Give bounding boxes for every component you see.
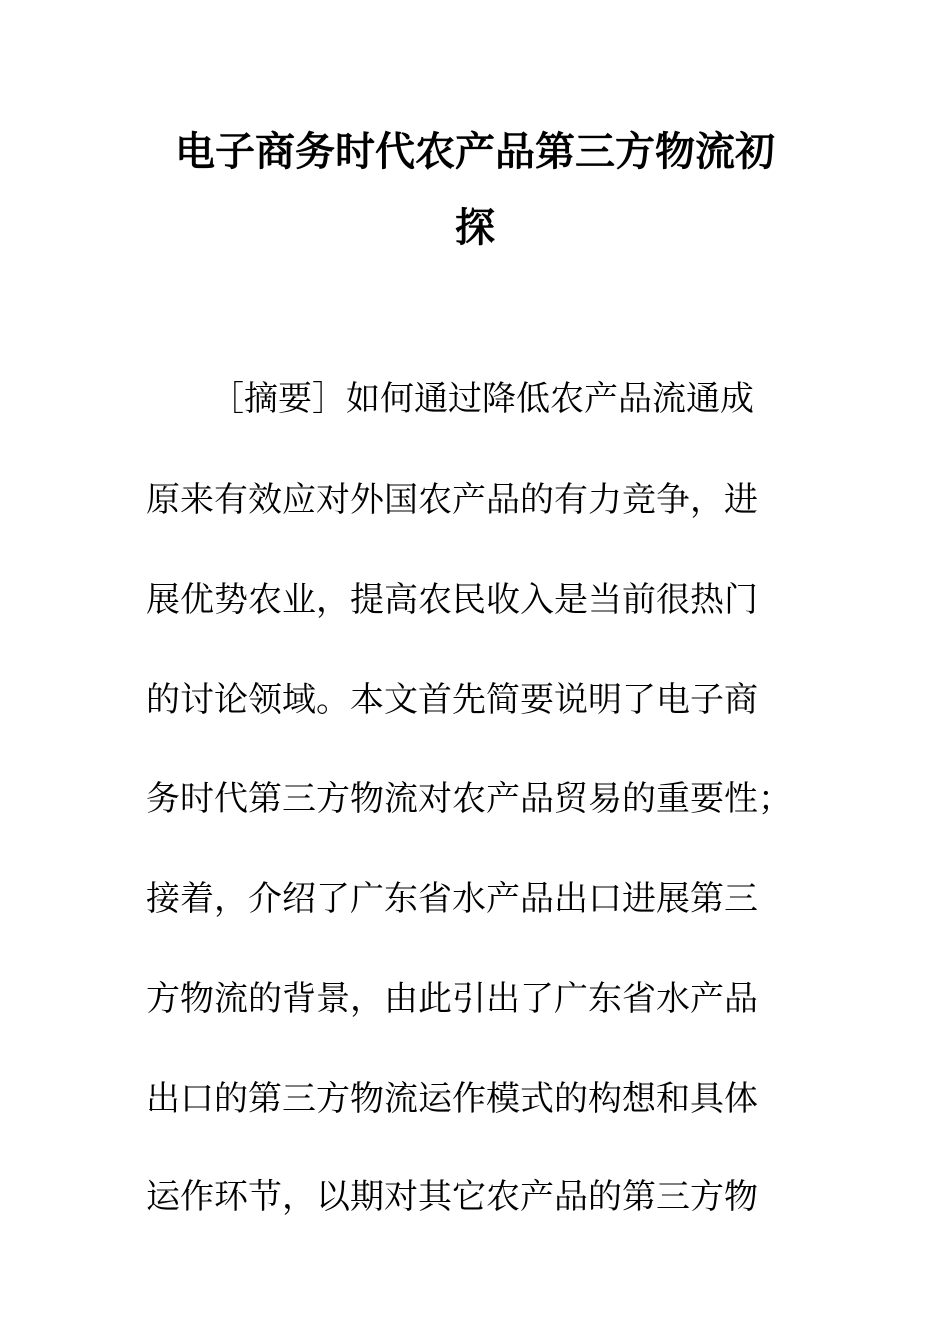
abstract-line-1: ［摘要］如何通过降低农产品流通成 xyxy=(210,379,754,419)
abstract-line-8: 出口的第三方物流运作模式的构想和具体 xyxy=(146,1079,758,1119)
abstract-line-4: 的讨论领域。本文首先简要说明了电子商 xyxy=(146,680,758,720)
abstract-line-2: 原来有效应对外国农产品的有力竞争，进 xyxy=(146,480,758,520)
abstract-line-3: 展优势农业，提高农民收入是当前很热门 xyxy=(146,580,758,620)
abstract-line-9: 运作环节，以期对其它农产品的第三方物 xyxy=(146,1177,758,1217)
document-title-line-2: 探 xyxy=(455,205,495,251)
abstract-line-5: 务时代第三方物流对农产品贸易的重要性； xyxy=(146,779,792,819)
document-title-line-1: 电子商务时代农产品第三方物流初 xyxy=(175,129,775,175)
abstract-line-7: 方物流的背景，由此引出了广东省水产品 xyxy=(146,979,758,1019)
abstract-line-6: 接着，介绍了广东省水产品出口进展第三 xyxy=(146,879,758,919)
